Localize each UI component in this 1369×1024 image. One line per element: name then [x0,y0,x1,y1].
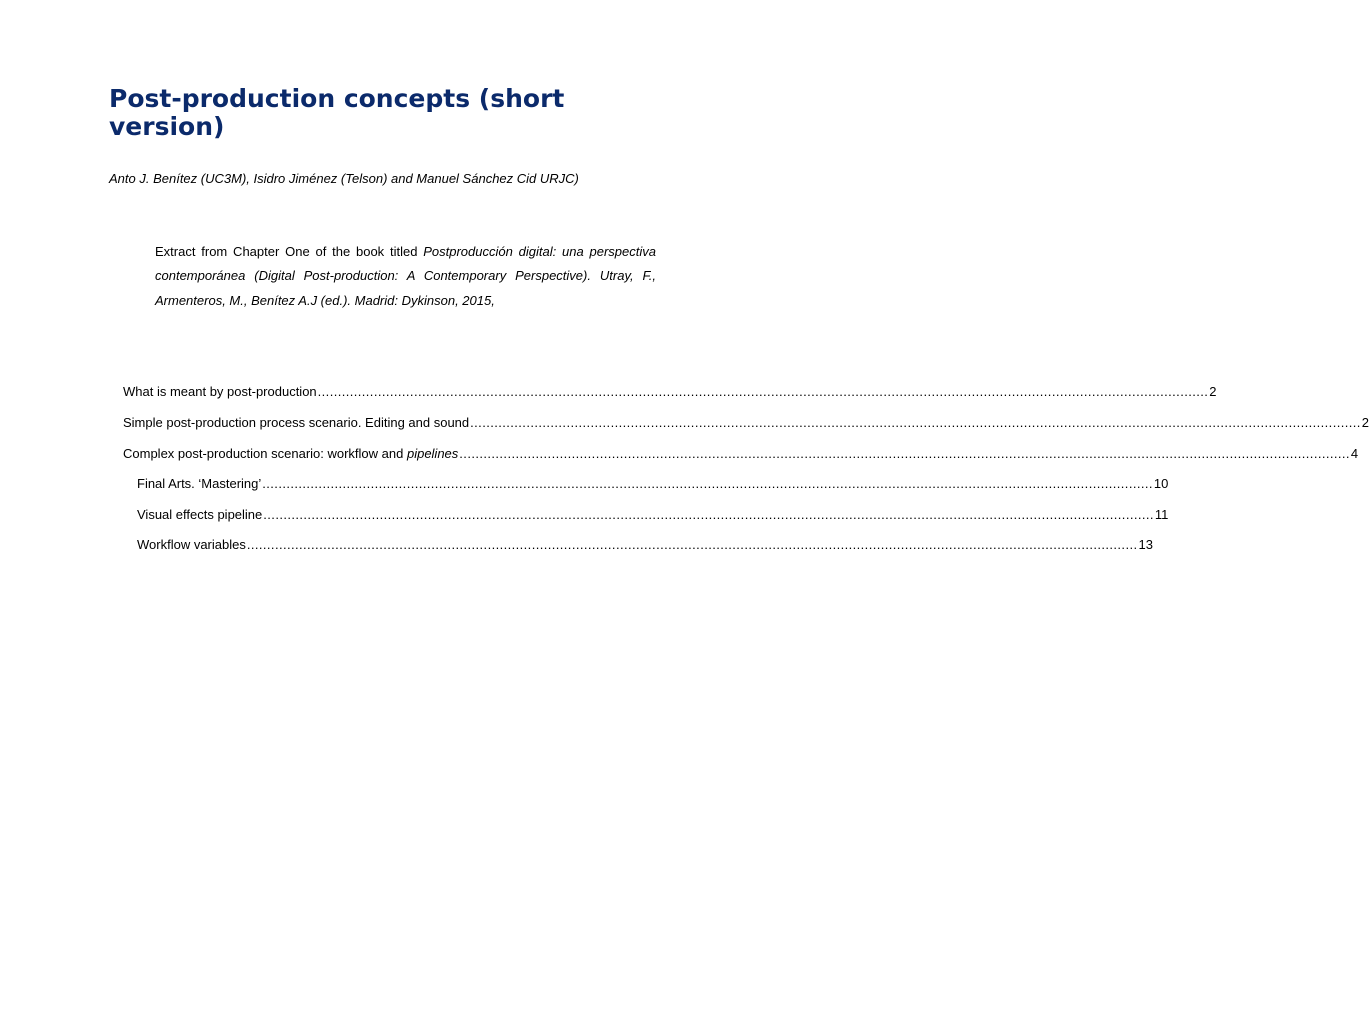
extract-citation: (Digital Post-production: A Contemporary Perspective). Utray, F., Armenteros, M., Benítez A.J (ed.). Madrid: Dykinson, 2015, [155,268,656,308]
toc-entry-vfx-pipeline[interactable] [137,507,1169,523]
toc-entry-label: Workflow variables [137,537,246,552]
toc-leader-dots: .............................................................................................................................................................................................................................. [262,476,1153,491]
toc-page-number: 4 [1350,446,1359,461]
toc-entry-what-is-post-production[interactable] [123,384,1217,400]
extract-lead: Extract from Chapter One of the book titled [155,244,424,259]
toc-leader-dots: .............................................................................................................................................................................................................................. [317,384,1209,399]
extract-book-title: Postproducción digital: una perspectiva contemporánea [155,244,656,284]
toc-page-number: 2 [1209,384,1217,399]
toc-page-number: 13 [1138,537,1153,552]
toc-page-number: 10 [1153,476,1169,491]
toc-entry-workflow-variables[interactable] [137,537,1153,553]
toc-entry-label: Simple post-production process scenario. Editing and sound [123,415,470,430]
toc-leader-dots: .............................................................................................................................................................................................................................. [263,507,1154,522]
toc-entry-label: Final Arts. ‘Mastering’ [137,476,262,491]
toc-entry-complex-scenario[interactable] [123,446,1359,462]
toc-page-number: 2 [1361,415,1369,430]
toc-entry-label: Visual effects pipeline [137,507,263,522]
document-title: Post-production concepts (short version) [109,84,565,141]
toc-leader-dots: .............................................................................................................................................................................................................................. [246,537,1138,552]
toc-entry-label: Complex post-production scenario: workflow and pipelines [123,446,459,461]
toc-entry-simple-scenario[interactable] [123,415,1369,431]
authors-line: Anto J. Benítez (UC3M), Isidro Jiménez (Telson) and Manuel Sánchez Cid URJC) [109,171,579,186]
toc-entry-label: What is meant by post-production [123,384,317,399]
toc-leader-dots: .............................................................................................................................................................................................................................. [459,446,1350,461]
toc-page-number: 11 [1154,507,1169,522]
toc-entry-final-arts[interactable] [137,476,1169,492]
toc-leader-dots: .............................................................................................................................................................................................................................. [470,415,1361,430]
